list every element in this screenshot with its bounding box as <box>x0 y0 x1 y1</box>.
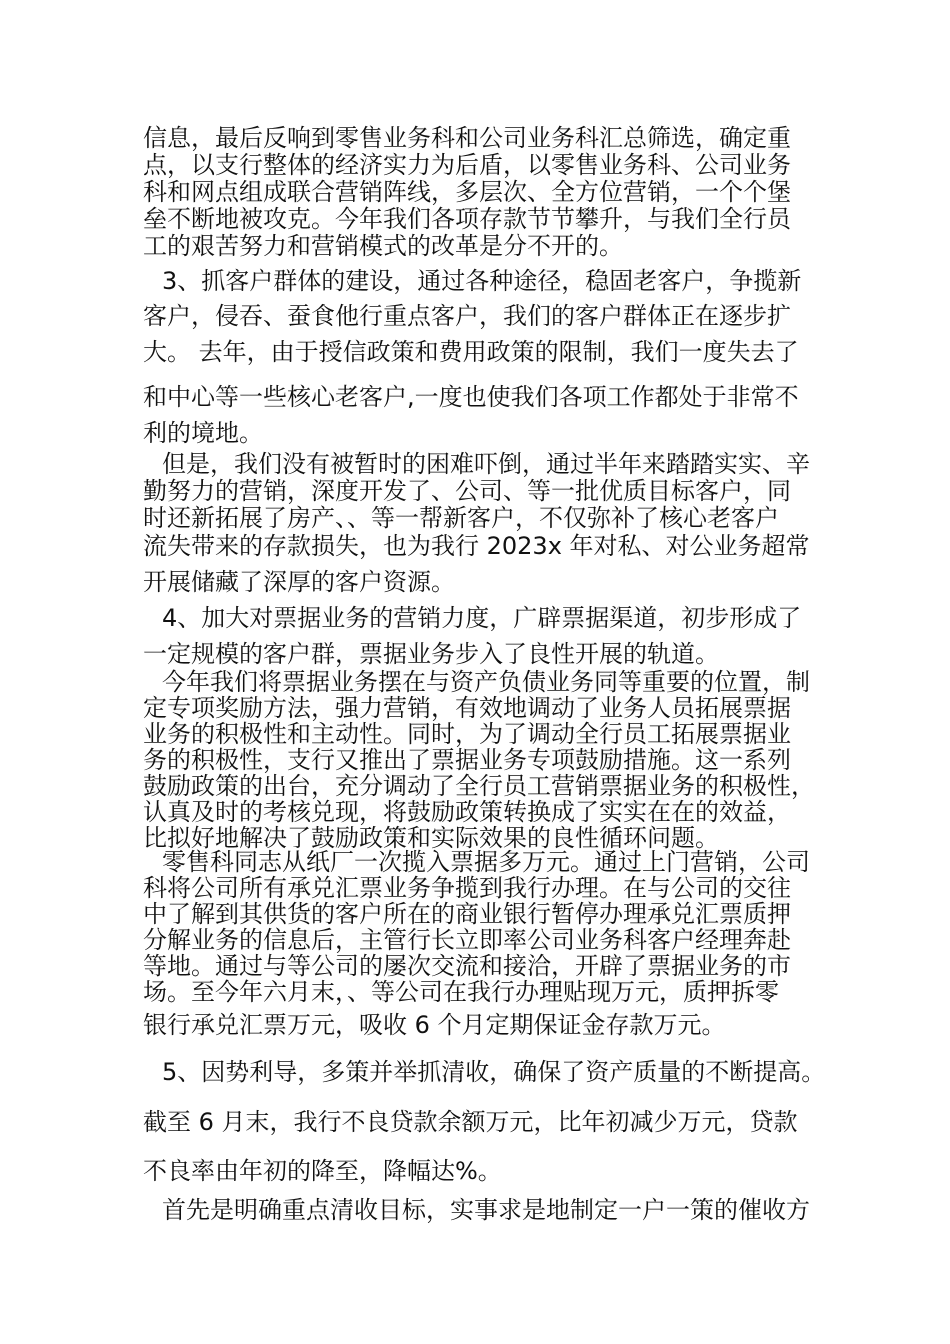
text-line: 业务的积极性和主动性。同时，为了调动全行员工拓展票据业 <box>143 720 791 748</box>
text-line: 科和网点组成联合营销阵线，多层次、全方位营销，一个个堡 <box>143 178 791 206</box>
text-line: 等地。通过与等公司的屡次交流和接洽，开辟了票据业务的市 <box>143 952 791 980</box>
text-line: 定专项奖励方法，强力营销，有效地调动了业务人员拓展票据 <box>143 694 791 722</box>
text-line: 点，以支行整体的经济实力为后盾，以零售业务科、公司业务 <box>143 151 791 179</box>
text-line: 比拟好地解决了鼓励政策和实际效果的良性循环问题。 <box>143 824 719 852</box>
text-line: 时还新拓展了房产、、等一帮新客户，不仅弥补了核心老客户 <box>143 504 779 532</box>
text-line: 5、因势利导，多策并举抓清收，确保了资产质量的不断提高。 <box>162 1058 826 1086</box>
text-line: 流失带来的存款损失，也为我行 2023x 年对私、对公业务超常 <box>143 532 810 560</box>
text-line: 分解业务的信息后，主管行长立即率公司业务科客户经理奔赴 <box>143 926 791 954</box>
text-line: 科将公司所有承兑汇票业务争揽到我行办理。在与公司的交往 <box>143 874 791 902</box>
text-line: 鼓励政策的出台，充分调动了全行员工营销票据业务的积极性， <box>143 772 815 800</box>
text-line: 工的艰苦努力和营销模式的改革是分不开的。 <box>143 232 623 260</box>
text-line: 和中心等一些核心老客户,一度也使我们各项工作都处于非常不 <box>143 383 799 411</box>
text-line: 场。至今年六月末，、等公司在我行办理贴现万元，质押拆零 <box>143 978 779 1006</box>
text-line: 不良率由年初的降至，降幅达%。 <box>143 1157 502 1185</box>
text-line: 务的积极性，支行又推出了票据业务专项鼓励措施。这一系列 <box>143 746 791 774</box>
text-line: 利的境地。 <box>143 419 263 447</box>
text-line: 4、加大对票据业务的营销力度，广辟票据渠道，初步形成了 <box>162 604 802 632</box>
text-line: 零售科同志从纸厂一次揽入票据多万元。通过上门营销，公司 <box>162 848 810 876</box>
text-line: 信息，最后反响到零售业务科和公司业务科汇总筛选，确定重 <box>143 124 791 152</box>
text-line: 但是，我们没有被暂时的困难吓倒，通过半年来踏踏实实、辛 <box>162 450 810 478</box>
text-line: 垒不断地被攻克。今年我们各项存款节节攀升，与我们全行员 <box>143 205 791 233</box>
text-line: 客户，侵吞、蚕食他行重点客户，我们的客户群体正在逐步扩 <box>143 302 791 330</box>
text-line: 截至 6 月末，我行不良贷款余额万元，比年初减少万元，贷款 <box>143 1108 798 1136</box>
text-line: 今年我们将票据业务摆在与资产负债业务同等重要的位置，制 <box>162 668 810 696</box>
text-line: 勤努力的营销，深度开发了、公司、等一批优质目标客户，同 <box>143 477 791 505</box>
text-line: 一定规模的客户群，票据业务步入了良性开展的轨道。 <box>143 640 719 668</box>
text-line: 首先是明确重点清收目标，实事求是地制定一户一策的催收方 <box>162 1196 810 1224</box>
text-line: 大。 去年，由于授信政策和费用政策的限制，我们一度失去了 <box>143 338 799 366</box>
text-line: 3、抓客户群体的建设，通过各种途径，稳固老客户，争揽新 <box>162 267 802 295</box>
text-line: 认真及时的考核兑现，将鼓励政策转换成了实实在在的效益， <box>143 798 791 826</box>
text-line: 开展储藏了深厚的客户资源。 <box>143 568 455 596</box>
text-line: 银行承兑汇票万元，吸收 6 个月定期保证金存款万元。 <box>143 1011 726 1039</box>
text-line: 中了解到其供货的客户所在的商业银行暂停办理承兑汇票质押 <box>143 900 791 928</box>
